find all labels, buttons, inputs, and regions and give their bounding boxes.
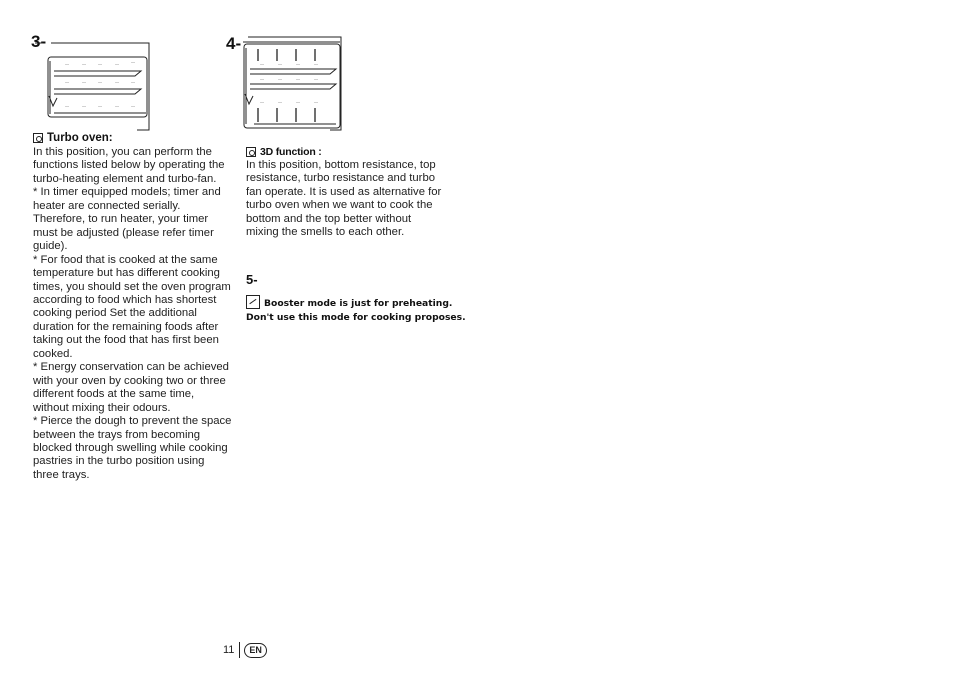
booster-text-2: Don't use this mode for cooking proposes.	[246, 312, 466, 323]
turbo-oven-heading	[33, 132, 113, 144]
3d-function-illustration	[238, 34, 344, 132]
turbo-oven-diagram	[31, 34, 153, 132]
svg-text:~~: ~~	[65, 63, 70, 67]
paragraph: * Energy conservation can be achieved with your oven by cooking two or three different foods at the same time, without mixing their odours.	[33, 361, 229, 414]
paragraph: In this position, bottom resistance, top resistance, turbo resistance and turbo fan operate. It is used as alternative for turbo oven when we want to cook the bottom and the top better without mixing the smells to each other.	[246, 159, 442, 239]
booster-line-1	[246, 295, 476, 311]
svg-text:~~: ~~	[314, 78, 319, 82]
svg-text:~~: ~~	[296, 78, 301, 82]
paragraph: In this position, you can perform the functions listed below by operating the turbo-heating element and turbo-fan.	[33, 146, 225, 185]
svg-text:~~: ~~	[260, 78, 265, 82]
svg-text:~~: ~~	[131, 81, 136, 85]
page-footer	[223, 642, 267, 658]
turbo-oven-description	[33, 146, 233, 482]
section-3-number: 3-	[31, 32, 47, 51]
3d-function-diagram	[238, 34, 344, 132]
svg-text:~~: ~~	[314, 63, 319, 67]
svg-text:~~: ~~	[98, 81, 103, 85]
footer-divider	[239, 642, 240, 658]
svg-text:~~: ~~	[314, 101, 319, 105]
paragraph: * In timer equipped models; timer and heater are connected serially. Therefore, to run heater, your timer must be adjusted (please refer timer guide).	[33, 186, 221, 253]
turbo-oven-title: Turbo oven:	[47, 132, 113, 144]
svg-text:~~: ~~	[82, 63, 87, 67]
3d-function-heading	[246, 146, 322, 158]
svg-text:~~: ~~	[115, 105, 120, 109]
paragraph: * For food that is cooked at the same temperature but has different cooking times, you should set the oven program according to food which has shortest cooking period Set the additional duration for the remaining foods after taking out the food that has first been cooked.	[33, 253, 231, 360]
svg-text:~~: ~~	[98, 63, 103, 67]
3d-function-description	[246, 159, 442, 240]
section-5-number: 5-	[246, 272, 258, 287]
booster-note	[246, 295, 476, 325]
svg-text:~~: ~~	[131, 105, 136, 109]
booster-icon	[246, 295, 260, 309]
svg-text:~~: ~~	[260, 101, 265, 105]
3d-function-title: 3D function :	[260, 146, 322, 158]
svg-text:~~: ~~	[296, 63, 301, 67]
svg-text:~~: ~~	[65, 81, 70, 85]
paragraph: * Pierce the dough to prevent the space between the trays from becoming blocked through swelling while cooking pastries in the turbo position using three trays.	[33, 415, 232, 481]
page-number: 11	[223, 644, 235, 656]
svg-text:~~: ~~	[82, 81, 87, 85]
turbo-fan-icon	[33, 133, 43, 143]
language-badge: EN	[244, 643, 267, 658]
3d-function-icon	[246, 147, 256, 157]
svg-text:~~: ~~	[131, 61, 136, 65]
svg-text:~~: ~~	[296, 101, 301, 105]
svg-text:~~: ~~	[82, 105, 87, 109]
svg-text:~~: ~~	[98, 105, 103, 109]
svg-text:~~: ~~	[260, 63, 265, 67]
booster-text-1: Booster mode is just for preheating.	[264, 298, 453, 309]
section-4-number: 4-	[226, 34, 242, 53]
svg-text:~~: ~~	[278, 63, 283, 67]
svg-text:~~: ~~	[115, 63, 120, 67]
svg-text:~~: ~~	[115, 81, 120, 85]
svg-text:~~: ~~	[278, 101, 283, 105]
svg-text:~~: ~~	[65, 105, 70, 109]
svg-text:~~: ~~	[278, 78, 283, 82]
turbo-oven-illustration	[31, 34, 153, 132]
